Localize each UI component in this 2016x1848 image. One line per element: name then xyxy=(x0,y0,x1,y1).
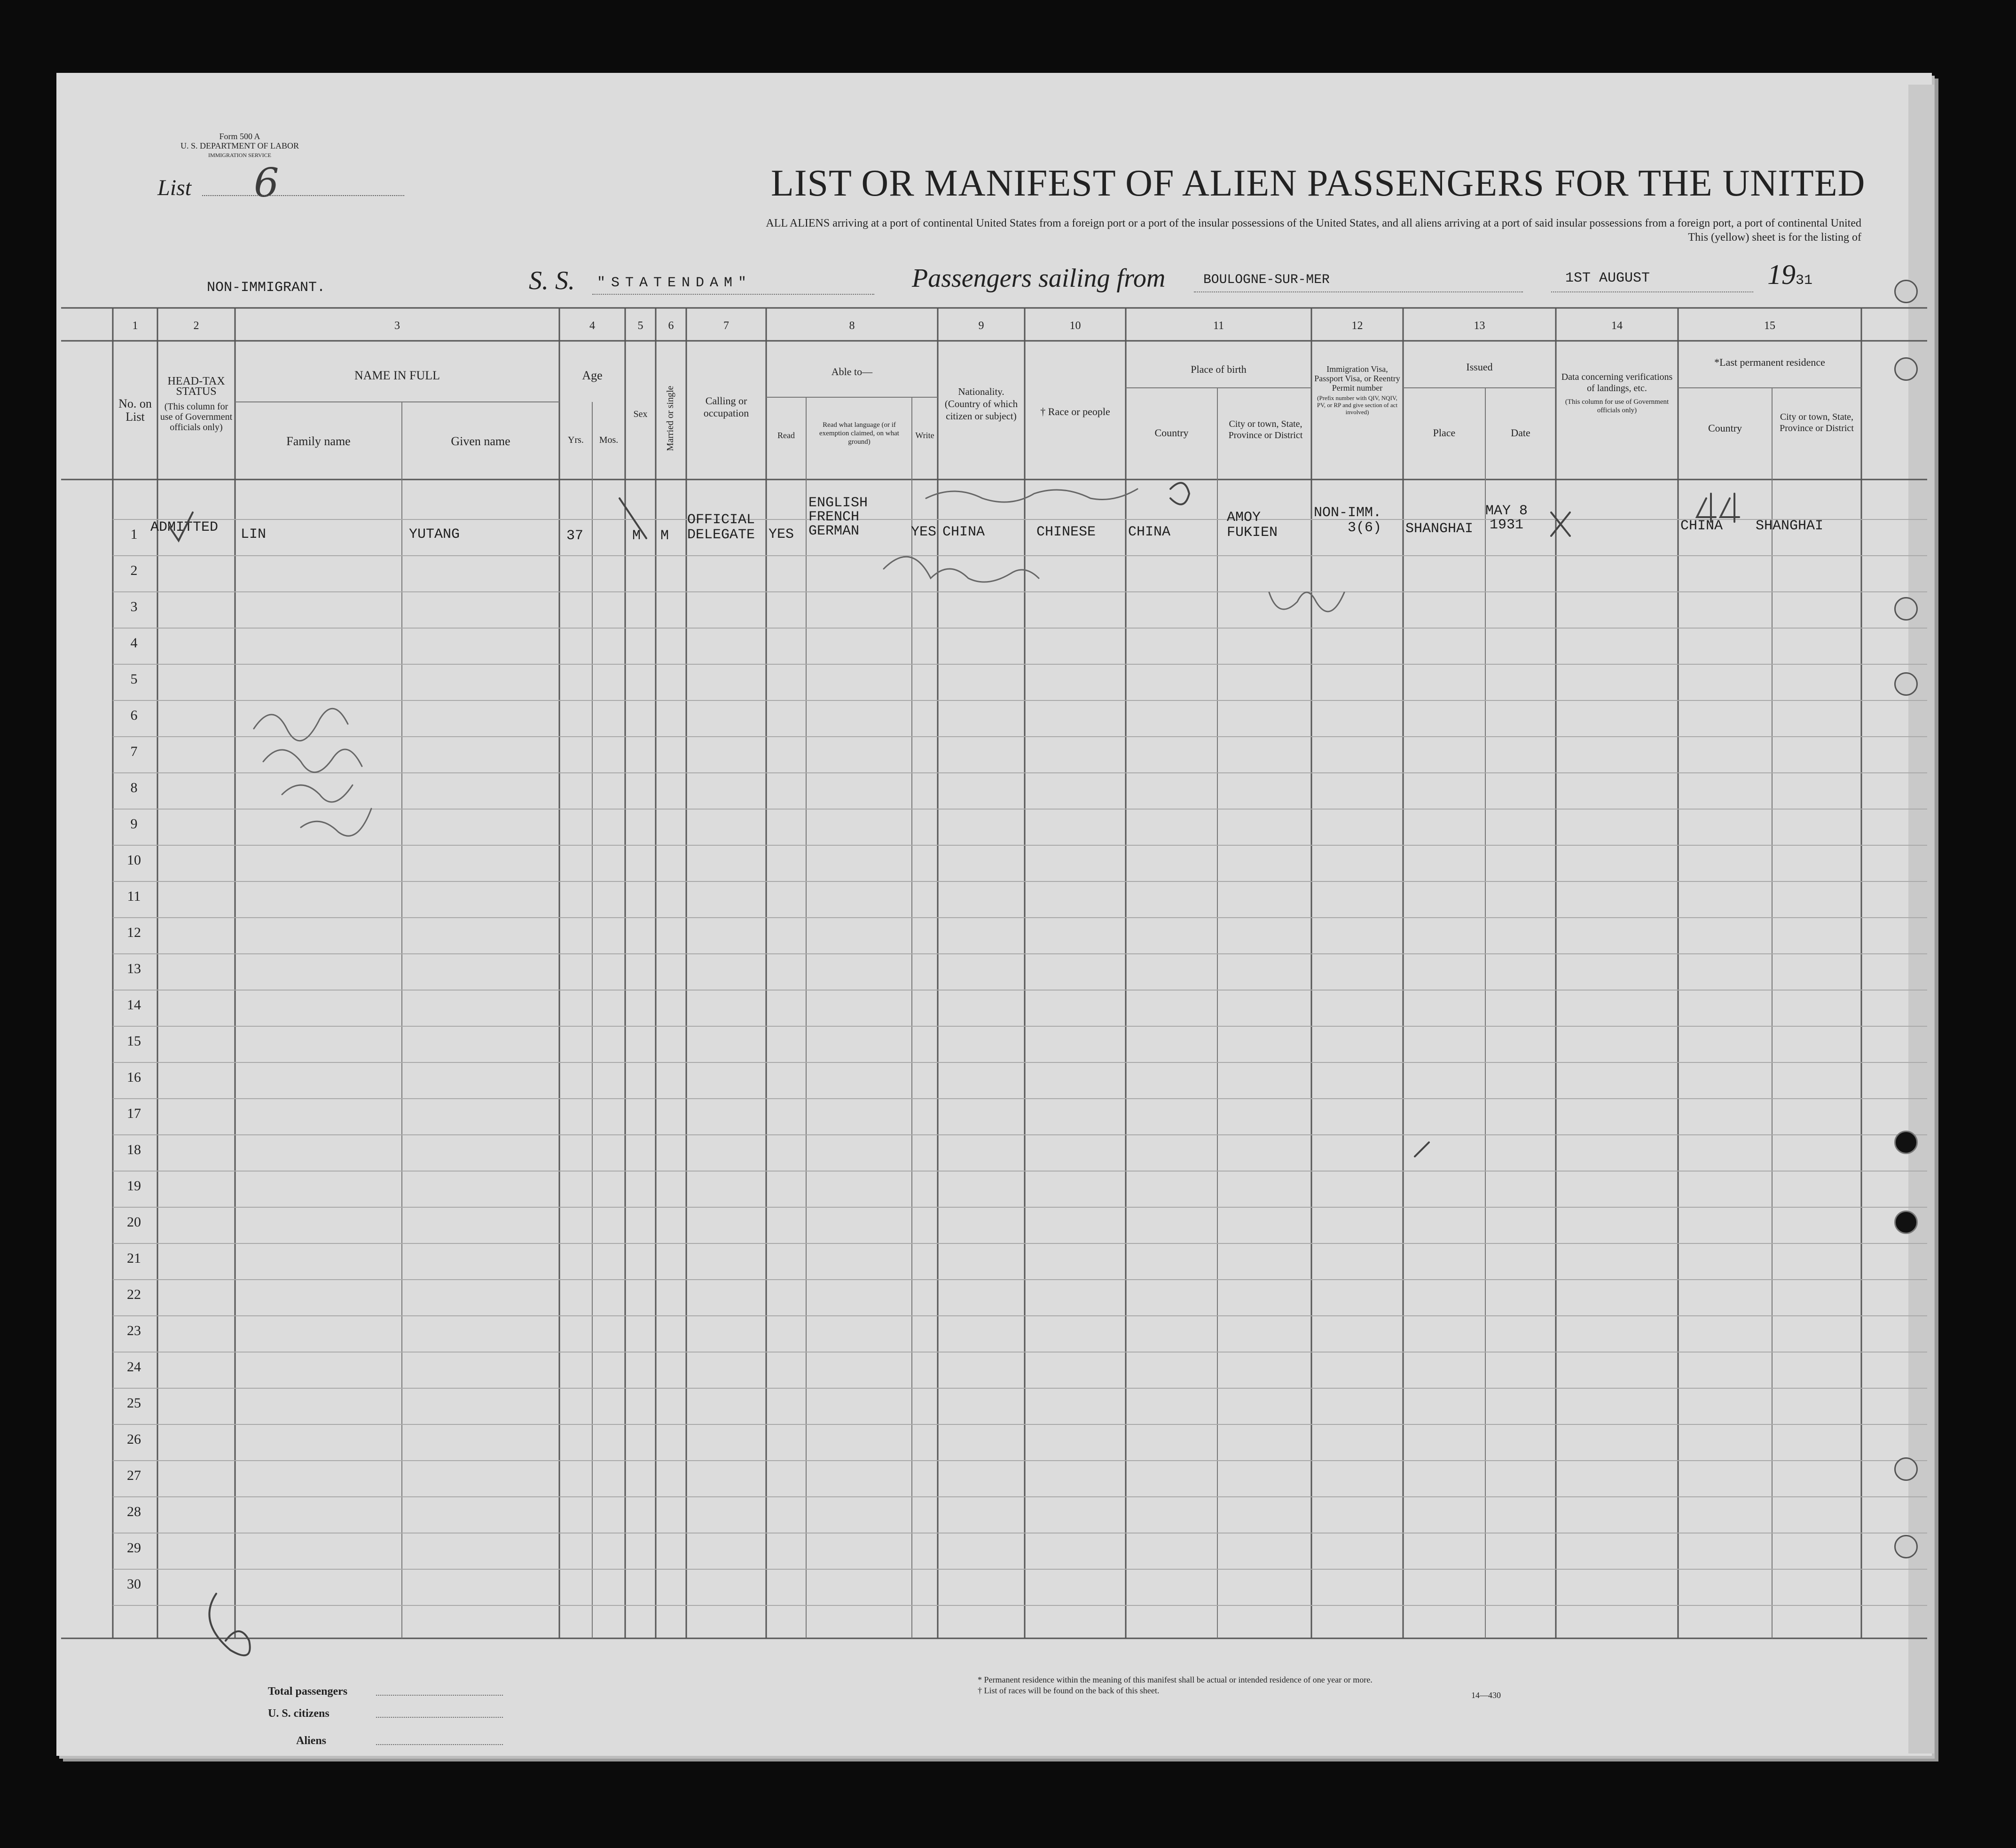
inspector-signature-scribble xyxy=(884,557,1039,582)
row-number: 22 xyxy=(127,1287,141,1302)
footnote-residence: * Permanent residence within the meaning of this manifest shall be actual or intended residence of one year or more. xyxy=(978,1675,1373,1684)
header-age-years: Yrs. xyxy=(568,435,584,445)
row-number: 23 xyxy=(127,1323,141,1338)
list-label: List xyxy=(157,175,192,200)
row-number: 18 xyxy=(127,1142,141,1157)
stray-mark xyxy=(1415,1142,1429,1156)
binder-hole xyxy=(1894,597,1918,621)
visa-line-1: NON-IMM. xyxy=(1314,505,1382,521)
row-number: 4 xyxy=(130,635,138,651)
header-visa-note: (Prefix number with QIV, NQIV, PV, or RP and give section of act involved) xyxy=(1317,394,1398,416)
binder-hole xyxy=(1894,1535,1918,1558)
form-number: Form 500 A xyxy=(219,132,260,141)
us-citizens-line xyxy=(376,1717,503,1718)
header-head-tax: HEAD-TAX STATUS xyxy=(167,375,225,398)
row-number: 11 xyxy=(127,889,141,904)
header-nationality: Nationality. (Country of which citizen or subject) xyxy=(944,386,1018,422)
passenger-age-years: 37 xyxy=(566,528,584,544)
row-number: 9 xyxy=(130,816,138,832)
header-age-months: Mos. xyxy=(599,435,619,445)
aliens-line xyxy=(376,1744,503,1745)
footer-us-citizens: U. S. citizens xyxy=(268,1707,329,1720)
verification-x-mark xyxy=(1551,512,1570,536)
header-able-to: Able to— xyxy=(831,366,873,377)
row-number: 14 xyxy=(127,997,141,1013)
row-number: 5 xyxy=(130,671,138,687)
header-family-name: Family name xyxy=(286,434,351,448)
row-number: 27 xyxy=(127,1468,141,1483)
sailing-date: 1ST AUGUST xyxy=(1565,270,1650,286)
header-residence-country: Country xyxy=(1708,422,1742,434)
initials-scribble xyxy=(1269,592,1344,612)
row-number: 15 xyxy=(127,1033,141,1049)
sailing-year-prefix: 19 xyxy=(1767,259,1796,290)
header-issued-date: Date xyxy=(1511,427,1530,439)
subtitle-line-1: ALL ALIENS arriving at a port of continental United States from a foreign port or a port of the insular possessions of the United States, and all aliens arriving at a port of said insular possessions from a foreign port, a port of continental United xyxy=(766,217,1861,229)
header-read-language: Read what language (or if exemption claimed, on what ground) xyxy=(819,421,899,446)
occupation-line-2: DELEGATE xyxy=(687,527,755,543)
language-3: GERMAN xyxy=(808,523,860,539)
passenger-race: CHINESE xyxy=(1036,524,1096,540)
row-number: 8 xyxy=(130,780,138,795)
row-number: 21 xyxy=(127,1250,141,1266)
row-number: 6 xyxy=(130,708,138,723)
header-birth-city: City or town, State, Province or District xyxy=(1228,419,1303,440)
issued-date-line-1: MAY 8 xyxy=(1485,503,1528,519)
colnum-10: 10 xyxy=(1069,320,1081,332)
passenger-issued-place: SHANGHAI xyxy=(1405,521,1474,537)
row-number: 19 xyxy=(127,1178,141,1194)
colnum-12: 12 xyxy=(1351,320,1363,332)
age-slash xyxy=(620,498,646,538)
passenger-category: NON-IMMIGRANT. xyxy=(207,280,326,296)
row-number: 29 xyxy=(127,1540,141,1556)
binder-hole xyxy=(1894,357,1918,381)
row-number: 20 xyxy=(127,1214,141,1230)
row-number: 10 xyxy=(127,852,141,868)
header-birth-country: Country xyxy=(1154,427,1189,439)
colnum-9: 9 xyxy=(978,320,984,332)
footnote-races: † List of races will be found on the back of this sheet. xyxy=(978,1686,1160,1695)
birth-city-line-1: AMOY xyxy=(1227,510,1261,526)
header-residence-city: City or town, State, Province or District xyxy=(1780,412,1854,433)
sailing-year-suffix: 31 xyxy=(1796,273,1813,289)
handwritten-44 xyxy=(1697,494,1739,522)
passenger-write: YES xyxy=(911,524,937,540)
held-note-scribble xyxy=(926,489,1137,502)
row-number: 28 xyxy=(127,1504,141,1519)
colnum-4: 4 xyxy=(589,320,595,332)
visa-line-2: 3(6) xyxy=(1348,520,1382,536)
form-code: 14—430 xyxy=(1471,1691,1501,1700)
passenger-residence-country: CHINA xyxy=(1680,518,1723,534)
colnum-15: 15 xyxy=(1764,320,1775,332)
row-number: 25 xyxy=(127,1395,141,1411)
header-visa-label: Immigration Visa, Passport Visa, or Reentry Permit number xyxy=(1314,364,1400,393)
sailing-label: Passengers sailing from xyxy=(912,264,1166,293)
header-read: Read xyxy=(777,431,795,440)
row-number: 17 xyxy=(127,1106,141,1121)
document-title: LIST OR MANIFEST OF ALIEN PASSENGERS FOR THE UNITED xyxy=(771,163,1866,204)
row-number: 2 xyxy=(130,563,138,578)
passenger-family-name: LIN xyxy=(241,527,267,543)
footer-total-passengers: Total passengers xyxy=(268,1685,348,1698)
colnum-7: 7 xyxy=(723,320,729,332)
ship-prefix: S. S. xyxy=(529,266,575,295)
header-given-name: Given name xyxy=(451,434,510,448)
colnum-14: 14 xyxy=(1611,320,1623,332)
passenger-given-name: YUTANG xyxy=(409,527,460,543)
header-write: Write xyxy=(915,431,934,440)
binder-hole xyxy=(1894,280,1918,303)
row-number: 3 xyxy=(130,599,138,614)
binder-hole xyxy=(1894,1131,1918,1154)
check-mark xyxy=(169,512,193,541)
header-race: † Race or people xyxy=(1040,406,1110,417)
header-married: Married or single xyxy=(665,385,675,451)
passenger-birth-country: CHINA xyxy=(1128,524,1171,540)
row-number: 30 xyxy=(127,1576,141,1592)
colnum-8: 8 xyxy=(849,320,855,332)
header-name-in-full: NAME IN FULL xyxy=(354,369,440,382)
colnum-2: 2 xyxy=(193,320,199,332)
marginal-annotation-scribble xyxy=(282,785,353,802)
row-number: 12 xyxy=(127,925,141,940)
row-number: 24 xyxy=(127,1359,141,1375)
row-number: 26 xyxy=(127,1431,141,1447)
birth-city-line-2: FUKIEN xyxy=(1227,525,1278,541)
colnum-1: 1 xyxy=(132,320,138,332)
header-age: Age xyxy=(582,369,603,382)
department-label: U. S. DEPARTMENT OF LABOR xyxy=(180,141,299,150)
header-place-of-birth: Place of birth xyxy=(1191,363,1247,375)
passenger-residence-city: SHANGHAI xyxy=(1756,518,1824,534)
marginal-annotation-scribble xyxy=(254,708,348,740)
language-2: FRENCH xyxy=(808,509,860,525)
header-sex: Sex xyxy=(633,409,648,419)
header-issued: Issued xyxy=(1466,361,1493,373)
marginal-annotation-scribble xyxy=(301,809,371,836)
colnum-5: 5 xyxy=(637,320,643,332)
total-passengers-line xyxy=(376,1695,503,1696)
issued-date-line-2: 1931 xyxy=(1490,517,1524,533)
row-number: 13 xyxy=(127,961,141,976)
colnum-6: 6 xyxy=(668,320,674,332)
binder-hole xyxy=(1894,1211,1918,1234)
passenger-status: ADMITTED xyxy=(150,519,219,535)
passenger-nationality: CHINA xyxy=(942,524,985,540)
service-label: IMMIGRATION SERVICE xyxy=(208,152,272,158)
binder-hole xyxy=(1894,1457,1918,1481)
passenger-married: M xyxy=(660,528,669,544)
binder-hole xyxy=(1894,672,1918,696)
ship-name: "STATENDAM" xyxy=(597,275,753,291)
row-number: 16 xyxy=(127,1069,141,1085)
colnum-11: 11 xyxy=(1213,320,1224,332)
subtitle-line-2: This (yellow) sheet is for the listing of xyxy=(1688,231,1861,244)
footer-aliens: Aliens xyxy=(296,1735,327,1747)
marginal-annotation-scribble xyxy=(263,749,362,772)
handwritten-6-mark xyxy=(209,1594,250,1655)
header-verifications-note: (This column for use of Government officials only) xyxy=(1565,398,1669,414)
occupation-line-1: OFFICIAL xyxy=(687,512,755,528)
row-number: 1 xyxy=(130,527,138,542)
handwritten-number xyxy=(1170,483,1189,504)
header-issued-place: Place xyxy=(1433,427,1456,439)
passenger-sex: M xyxy=(632,528,641,544)
header-verifications-label: Data concerning verifications of landings, etc. xyxy=(1561,372,1673,393)
header-calling: Calling or occupation xyxy=(703,395,749,419)
sailing-port: BOULOGNE-SUR-MER xyxy=(1203,273,1330,287)
header-head-tax-note: (This column for use of Government officials only) xyxy=(160,401,233,433)
colnum-3: 3 xyxy=(394,320,400,332)
passenger-read: YES xyxy=(769,527,794,543)
header-no-on-list: No. on List xyxy=(118,397,152,424)
header-last-residence: *Last permanent residence xyxy=(1714,356,1825,368)
language-1: ENGLISH xyxy=(808,495,868,511)
row-number: 7 xyxy=(130,744,138,759)
colnum-13: 13 xyxy=(1474,320,1485,332)
list-number: 6 xyxy=(254,160,279,206)
